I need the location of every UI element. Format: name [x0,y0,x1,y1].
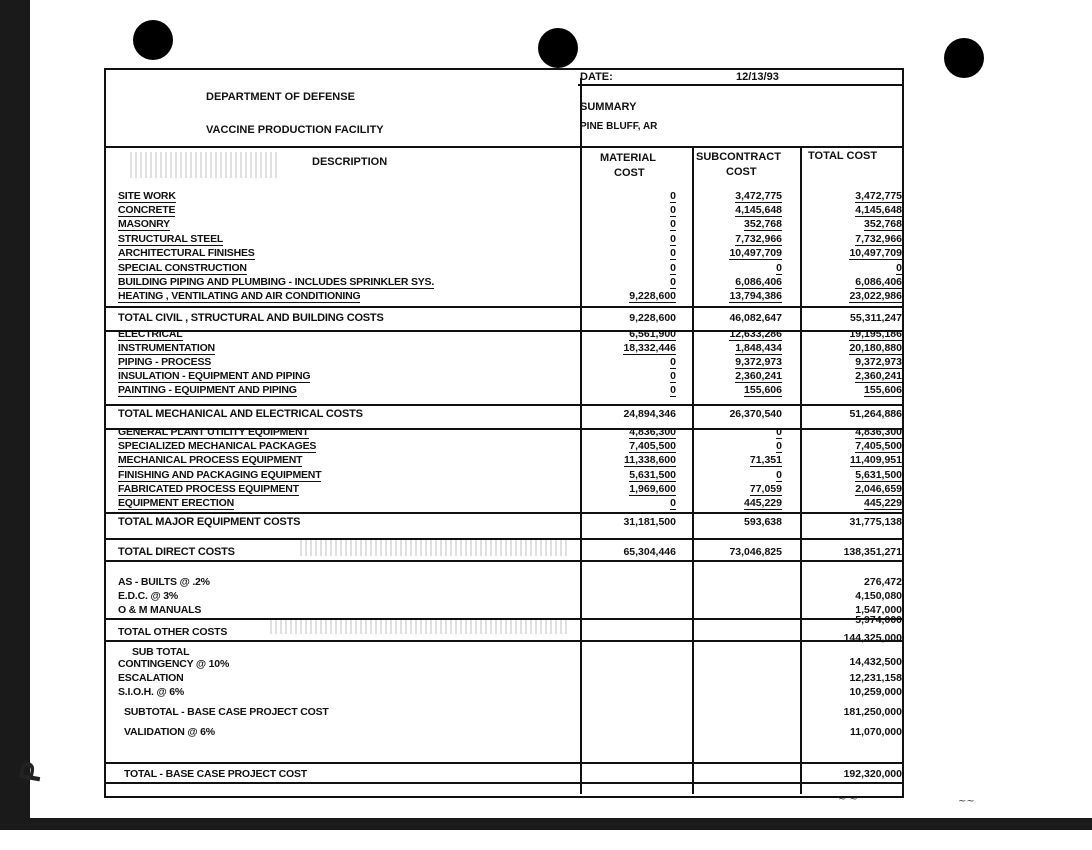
material-cost-cell: 24,894,346 [623,408,676,420]
material-cost-cell: 9,228,600 [629,290,676,302]
total-cost-cell: 2,360,241 [855,370,902,382]
handwritten-mark-icon: ~ ~ [838,794,858,805]
total-cost-cell: 23,022,986 [849,290,902,302]
total-cost-cell: 155,606 [864,384,902,396]
material-cost-cell: 0 [670,356,676,368]
row-label: SPECIALIZED MECHANICAL PACKAGES [118,440,317,452]
row-label: PAINTING - EQUIPMENT AND PIPING [118,384,297,396]
subcontract-cost-cell: 71,351 [749,454,782,466]
subcontract-cost-cell: 0 [776,426,782,438]
row-label: GENERAL PLANT UTILITY EQUIPMENT [118,426,309,438]
material-cost-cell: 0 [670,218,676,230]
other-row-label: ESCALATION [118,672,184,684]
other-total-cell: 181,250,000 [843,706,902,718]
total-cost-cell: 138,351,271 [843,546,902,558]
total-cost-cell: 4,145,648 [855,204,902,216]
total-cost-cell: 20,180,880 [849,342,902,354]
punch-hole-icon [133,20,173,60]
total-cost-cell: 11,409,951 [850,454,902,466]
total-cost-cell: 7,405,500 [855,440,902,452]
subcontract-cost-cell: 445,229 [744,497,782,509]
other-row-label: SUB TOTAL [132,646,190,658]
row-label: MECHANICAL PROCESS EQUIPMENT [118,454,303,466]
section-divider [104,762,904,764]
column-divider [580,78,582,794]
row-label: FINISHING AND PACKAGING EQUIPMENT [118,469,322,481]
material-cost-cell: 0 [670,233,676,245]
total-cost-cell: 3,472,775 [855,190,902,202]
subcontract-cost-cell: 26,370,540 [729,408,782,420]
total-cost-cell: 2,046,659 [855,483,902,495]
material-cost-cell: 0 [670,190,676,202]
subcontract-cost-cell: 7,732,966 [735,233,782,245]
department-title: DEPARTMENT OF DEFENSE [206,91,355,103]
subcontract-cost-cell: 9,372,973 [735,356,782,368]
row-label: EQUIPMENT ERECTION [118,497,234,509]
material-cost-cell: 4,836,300 [629,426,676,438]
subcontract-cost-cell: 77,059 [749,483,782,495]
total-cost-cell: 445,229 [864,497,902,509]
material-cost-cell: 65,304,446 [623,546,676,558]
subcontract-header-2: COST [726,166,757,178]
other-total-cell: 192,320,000 [843,768,902,780]
material-cost-cell: 31,181,500 [623,516,676,528]
total-cost-cell: 4,836,300 [855,426,902,438]
subcontract-cost-cell: 10,497,709 [729,247,782,259]
total-cost-cell: 51,264,886 [849,408,902,420]
other-total-cell: 144,325,000 [843,632,902,644]
scan-edge [0,0,30,820]
section-divider [104,782,904,784]
scan-edge [0,818,1092,830]
subcontract-cost-cell: 1,848,434 [735,342,782,354]
row-label: FABRICATED PROCESS EQUIPMENT [118,483,299,495]
row-label: SITE WORK [118,190,176,202]
other-total-cell: 276,472 [864,576,902,588]
material-cost-cell: 0 [670,497,676,509]
row-label: ELECTRICAL [118,328,183,340]
scan-noise [300,540,570,556]
total-cost-cell: 5,631,500 [855,469,902,481]
total-cost-cell: 55,311,247 [850,312,902,324]
subcontract-header: SUBCONTRACT [696,151,781,163]
date-divider [578,84,904,86]
row-label: BUILDING PIPING AND PLUMBING - INCLUDES SPRINKLER SYS. [118,276,435,288]
total-cost-cell: 7,732,966 [855,233,902,245]
total-row-label: TOTAL MECHANICAL AND ELECTRICAL COSTS [118,408,363,420]
subcontract-cost-cell: 3,472,775 [735,190,782,202]
scan-noise [270,620,570,634]
total-header: TOTAL COST [808,150,878,162]
other-row-label: O & M MANUALS [118,604,202,616]
other-total-cell: 14,432,500 [849,656,902,668]
total-row-label: TOTAL MAJOR EQUIPMENT COSTS [118,516,301,528]
other-row-label: S.I.O.H. @ 6% [118,686,184,698]
row-label: INSTRUMENTATION [118,342,215,354]
location-label: PINE BLUFF, AR [580,121,658,132]
total-row-label: TOTAL DIRECT COSTS [118,546,235,558]
total-row-label: TOTAL CIVIL , STRUCTURAL AND BUILDING COSTS [118,312,384,324]
total-cost-cell: 6,086,406 [855,276,902,288]
other-total-cell: 5,974,000 [855,614,902,626]
subcontract-cost-cell: 6,086,406 [735,276,782,288]
material-cost-cell: 0 [670,262,676,274]
material-cost-cell: 0 [670,370,676,382]
column-divider [692,146,694,794]
subcontract-cost-cell: 2,360,241 [735,370,782,382]
other-total-cell: 11,070,000 [850,726,902,738]
other-row-label: TOTAL OTHER COSTS [118,626,228,638]
column-divider [800,146,802,794]
section-divider [104,512,904,514]
facility-title: VACCINE PRODUCTION FACILITY [206,124,384,136]
row-label: MASONRY [118,218,170,230]
total-cost-cell: 0 [896,262,902,274]
other-row-label: CONTINGENCY @ 10% [118,658,230,670]
section-divider [104,640,904,642]
other-total-cell: 10,259,000 [849,686,902,698]
row-label: STRUCTURAL STEEL [118,233,224,245]
scan-noise [130,152,280,178]
row-label: PIPING - PROCESS [118,356,212,368]
punch-hole-icon [944,38,984,78]
material-cost-cell: 0 [670,276,676,288]
handwritten-margin-note: P [13,759,50,785]
other-row-label: TOTAL - BASE CASE PROJECT COST [124,768,308,780]
other-row-label: SUBTOTAL - BASE CASE PROJECT COST [124,706,329,718]
other-row-label: E.D.C. @ 3% [118,590,178,602]
handwritten-mark-icon: ~~ [958,796,975,807]
material-cost-cell: 0 [670,247,676,259]
subcontract-cost-cell: 0 [776,440,782,452]
subcontract-cost-cell: 155,606 [744,384,782,396]
material-header-2: COST [614,167,645,179]
other-total-cell: 4,150,080 [855,590,902,602]
row-label: ARCHITECTURAL FINISHES [118,247,255,259]
material-cost-cell: 1,969,600 [629,483,676,495]
subcontract-cost-cell: 352,768 [744,218,782,230]
section-divider [104,560,904,562]
other-total-cell: 12,231,158 [849,672,902,684]
section-divider [104,330,904,332]
total-cost-cell: 9,372,973 [855,356,902,368]
material-cost-cell: 6,561,900 [629,328,676,340]
material-cost-cell: 11,338,600 [624,454,676,466]
subcontract-cost-cell: 46,082,647 [729,312,782,324]
subcontract-cost-cell: 0 [776,469,782,481]
section-divider [104,306,904,308]
material-cost-cell: 9,228,600 [629,312,676,324]
row-label: CONCRETE [118,204,176,216]
total-cost-cell: 31,775,138 [849,516,902,528]
material-cost-cell: 0 [670,384,676,396]
row-label: INSULATION - EQUIPMENT AND PIPING [118,370,311,382]
subcontract-cost-cell: 593,638 [744,516,782,528]
summary-label: SUMMARY [580,101,637,113]
description-header: DESCRIPTION [312,156,388,168]
subcontract-cost-cell: 0 [776,262,782,274]
total-cost-cell: 352,768 [864,218,902,230]
material-cost-cell: 5,631,500 [629,469,676,481]
material-cost-cell: 0 [670,204,676,216]
punch-hole-icon [538,28,578,68]
material-header: MATERIAL [600,152,657,164]
header-divider [104,146,904,148]
row-label: SPECIAL CONSTRUCTION [118,262,247,274]
date-value: 12/13/93 [736,71,779,83]
subcontract-cost-cell: 13,794,386 [729,290,782,302]
material-cost-cell: 18,332,446 [623,342,676,354]
date-label: DATE: [580,71,613,83]
total-cost-cell: 19,195,186 [849,328,902,340]
section-divider [104,404,904,406]
subcontract-cost-cell: 73,046,825 [729,546,782,558]
total-cost-cell: 10,497,709 [849,247,902,259]
other-row-label: AS - BUILTS @ .2% [118,576,210,588]
subcontract-cost-cell: 12,633,286 [729,328,782,340]
material-cost-cell: 7,405,500 [629,440,676,452]
other-row-label: VALIDATION @ 6% [124,726,215,738]
row-label: HEATING , VENTILATING AND AIR CONDITIONING [118,290,361,302]
other-total-cell: 1,547,000 [855,604,902,616]
subcontract-cost-cell: 4,145,648 [735,204,782,216]
